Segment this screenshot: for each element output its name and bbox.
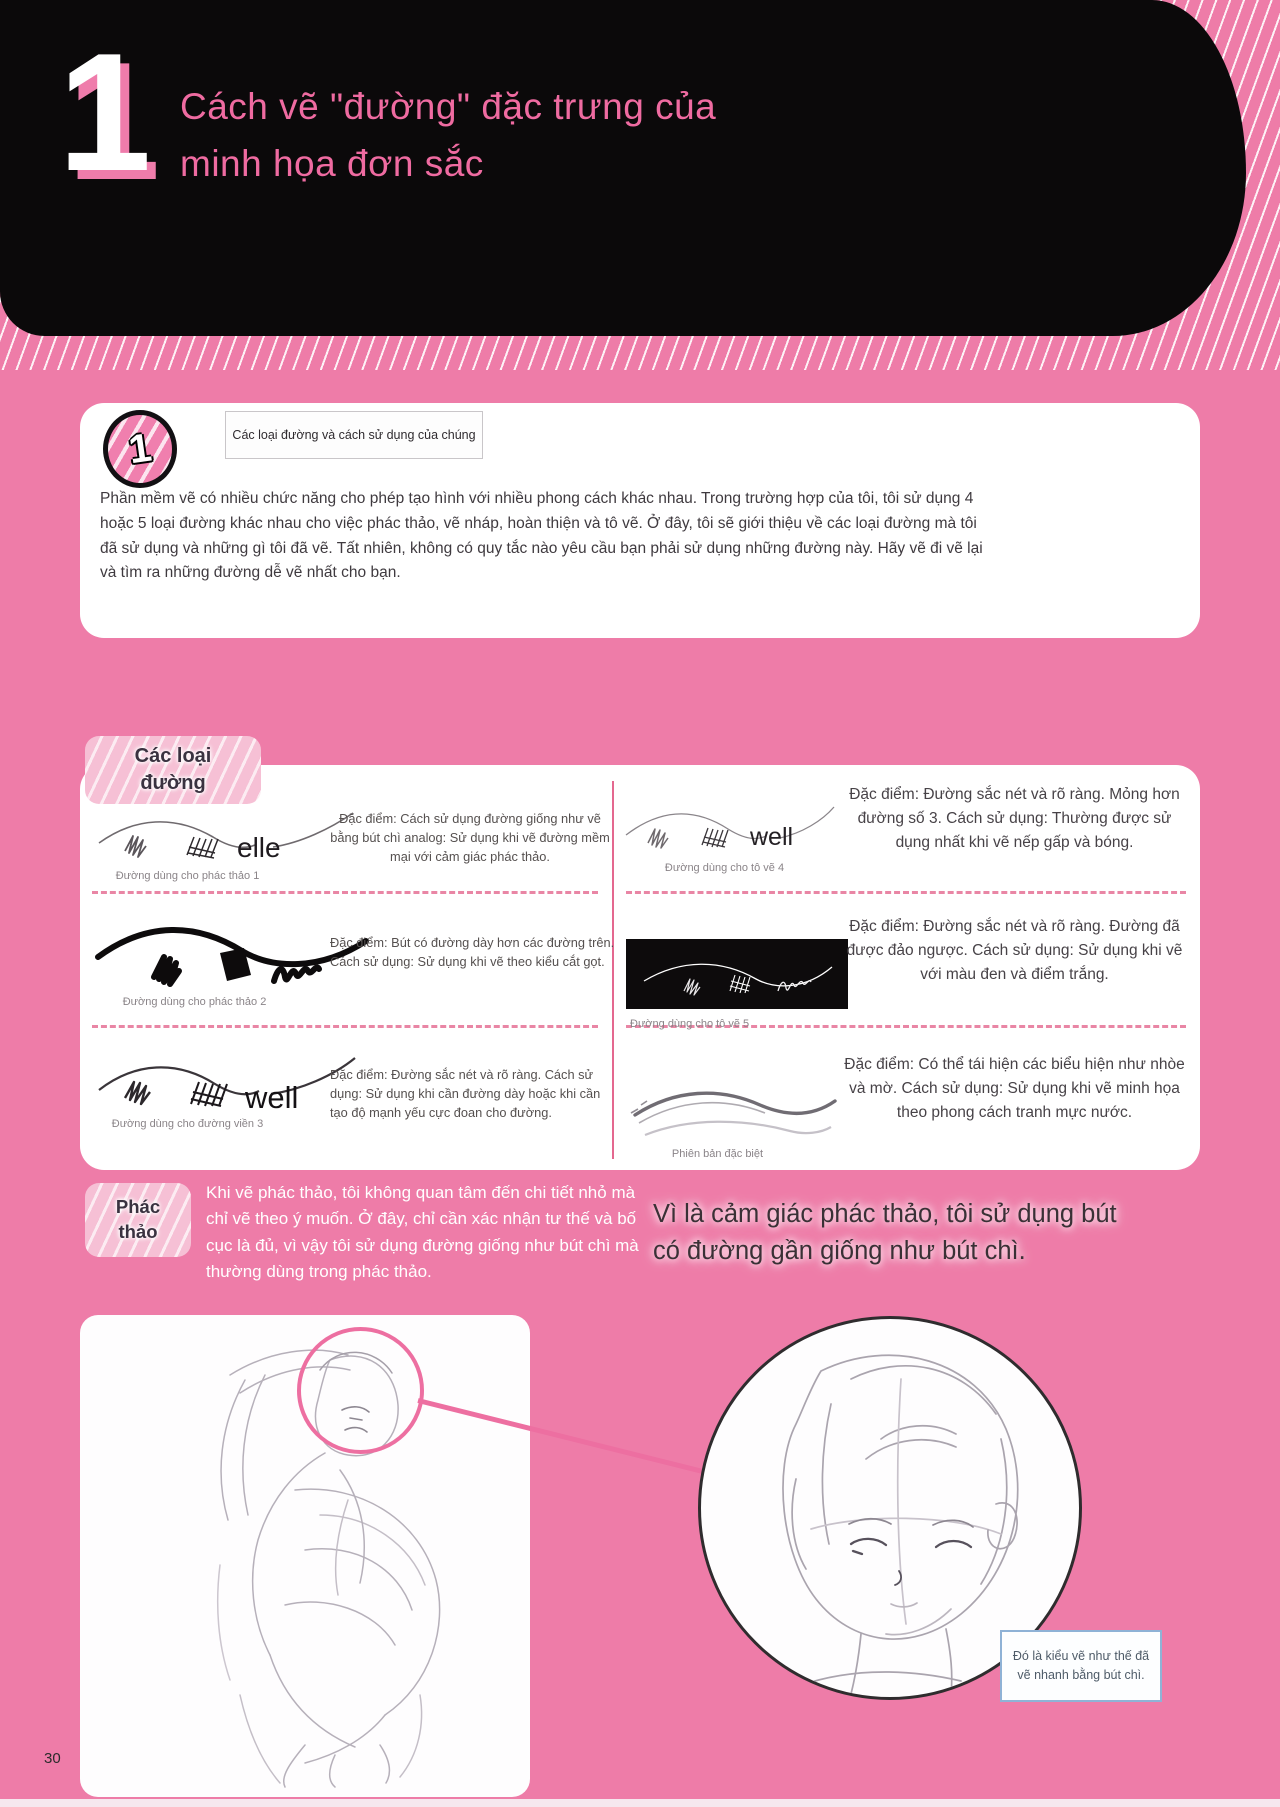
tag-line-types-line2: đường [140,772,206,794]
line-types-panel [80,765,1200,1170]
sample-caption: Đường dùng cho đường viền 3 [111,1118,264,1130]
sample-caption: Đường dùng cho phác thảo 1 [115,870,260,882]
sample-caption: Đường dùng cho phác thảo 2 [122,996,267,1008]
line-sample-sketch-1 [95,803,360,863]
line-description: Đặc điểm: Có thể tái hiện các biểu hiện như nhòe và mờ. Cách sử dụng: Sử dụng khi vẽ minh họa theo phong cách tranh mực nước. [844,1056,1185,1122]
line-description: Đặc điểm: Bút có đường dày hơn các đường trên. Cách sử dụng: Sử dụng khi vẽ theo kiểu cắt gọt. [330,935,615,970]
sketch-statement: Vì là cảm giác phác thảo, tôi sử dụng bút có đường gần giống như bút chì. [653,1200,1117,1265]
tag-sketch-line1: Phác [115,1196,161,1218]
chapter-title-line2: minh họa đơn sắc [180,143,484,185]
tag-line-types-line1: Các loại [134,745,212,767]
page-number: 30 [44,1750,61,1767]
callout-text: Đó là kiểu vẽ như thế đã vẽ nhanh bằng bút chì. [1012,1649,1150,1682]
sample-caption: Đường dùng cho tô vẽ 4 [664,862,785,874]
line-description: Đặc điểm: Đường sắc nét và rõ ràng. Đường đã được đảo ngược. Cách sử dụng: Sử dụng khi vẽ với màu đen và điểm trắng. [846,918,1183,984]
svg-text:well: well [750,823,794,851]
row-divider [92,1025,598,1028]
section-number: 1 [125,425,155,472]
line-sample-paint-4 [622,793,837,855]
zoom-annotation-circle [297,1327,424,1454]
tag-sketch [85,1183,191,1257]
sketch-paragraph: Khi vẽ phác thảo, tôi không quan tâm đến chi tiết nhỏ mà chỉ vẽ theo ý muốn. Ở đây, chỉ cần xác nhận tư thế và bố cục là đủ, vì vậy tôi sử dụng đường giống như bút chì mà thường dùng trong phác thảo. [206,1183,639,1282]
line-sample-special [625,1071,840,1143]
row-divider [626,891,1186,894]
sample-caption: Đường dùng cho tô vẽ 5 [630,1018,750,1030]
sample-caption: Phiên bản đặc biệt [671,1148,764,1160]
chapter-title [180,78,716,193]
section-heading-box [225,411,483,459]
svg-text:elle: elle [237,832,281,863]
intro-paragraph: Phần mềm vẽ có nhiều chức năng cho phép tạo hình với nhiều phong cách khác nhau. Trong trường hợp của tôi, tôi sử dụng 4 hoặc 5 loại đường khác nhau cho việc phác thảo, vẽ nháp, hoàn thiện và tô vẽ. Ở đây, tôi sẽ giới thiệu về các loại đường mà tôi đã sử dụng và những gì tôi đã vẽ. Tất nhiên, không có quy tắc nào yêu cầu bạn phải sử dụng những đường này. Hãy vẽ đi vẽ lại và tìm ra những đường dễ vẽ nhất cho bạn. [100,490,983,582]
line-sample-outline-3 [95,1048,360,1112]
chapter-title-line1: Cách vẽ "đường" đặc trưng của [180,86,717,127]
tag-line-types [85,736,261,804]
tag-sketch-line2: thảo [118,1221,158,1242]
line-description: Đặc điểm: Đường sắc nét và rõ ràng. Cách sử dụng: Sử dụng khi cần đường dày hoặc khi cần tạo độ mạnh yếu cực đoan cho đường. [330,1067,601,1121]
chapter-number: 1 [58,18,152,206]
row-divider [92,891,598,894]
svg-text:well: well [245,1080,299,1112]
page-bottom-edge [0,1799,1280,1807]
line-description: Đặc điểm: Cách sử dụng đường giống như vẽ bằng bút chì analog: Sử dụng khi vẽ đường mềm mại với cảm giác phác thảo. [330,811,610,865]
intro-card [80,403,1200,638]
section-number-badge [103,410,177,488]
line-description: Đặc điểm: Đường sắc nét và rõ ràng. Mỏng hơn đường số 3. Cách sử dụng: Thường được sử dụng nhất khi vẽ nếp gấp và bóng. [849,786,1180,852]
section-heading: Các loại đường và cách sử dụng của chúng [232,427,476,442]
line-sample-paint-5-inverted [626,939,848,1009]
callout-note [1000,1630,1162,1702]
